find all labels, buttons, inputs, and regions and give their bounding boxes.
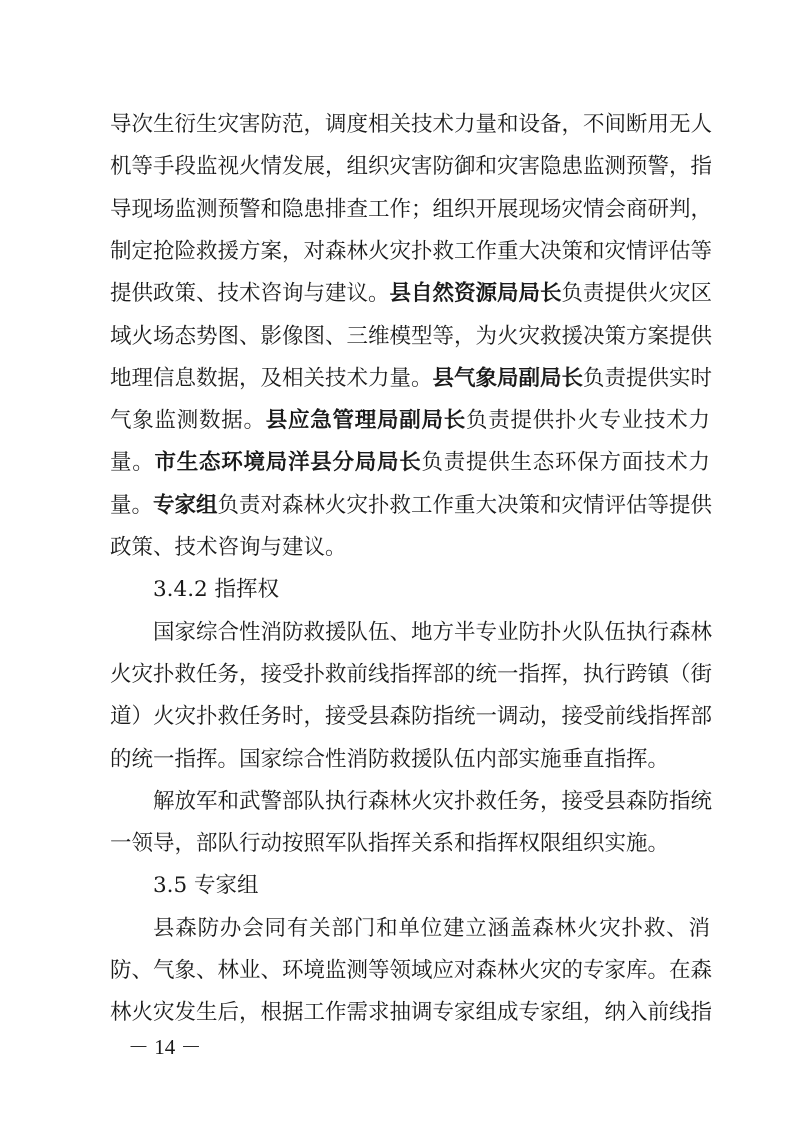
text-segment: 负责提供生态环保方面技术力 [421, 450, 710, 476]
text-segment: 导现场监测预警和隐患排查工作；组织开展现场灾情会商研判， [110, 196, 713, 222]
section-heading [153, 865, 710, 907]
text-line [110, 992, 713, 1034]
text-segment: 的统一指挥。国家综合性消防救援队伍内部实施垂直指挥。 [110, 746, 670, 772]
text-line [110, 442, 710, 484]
text-line [110, 485, 713, 527]
text-line [110, 146, 713, 188]
text-segment: 防、气象、林业、环境监测等领域应对森林火灾的专家库。在森 [110, 958, 713, 983]
text-line [110, 400, 710, 442]
text-segment: 林火灾发生后，根据工作需求抽调专家组成专家组，纳入前线指 [110, 1000, 713, 1026]
bold-role-name: 县应急管理局副局长 [265, 408, 466, 434]
text-segment: 负责提供实时 [583, 365, 713, 391]
text-segment: 负责提供火灾区 [561, 281, 713, 307]
text-segment: 负责提供扑火专业技术力 [466, 408, 710, 434]
text-segment: 机等手段监视火情发展，组织灾害防御和灾害隐患监测预警，指 [110, 154, 713, 180]
page-number: － 14 － [128, 1035, 202, 1059]
bold-role-name: 县气象局副局长 [432, 365, 584, 391]
text-segment: 国家综合性消防救援队伍、地方半专业防扑火队伍执行森林 [153, 619, 713, 645]
text-segment: 导次生衍生灾害防范，调度相关技术力量和设备，不间断用无人 [110, 112, 713, 137]
text-line [110, 273, 713, 315]
bold-role-name: 专家组 [153, 492, 218, 518]
text-line [153, 908, 710, 950]
text-segment: 制定抢险救援方案，对森林火灾扑救工作重大决策和灾情评估等 [110, 238, 713, 264]
text-segment: 火灾扑救任务，接受扑救前线指挥部的统一指挥，执行跨镇（街 [110, 661, 713, 687]
text-line [110, 739, 710, 781]
text-line [110, 950, 713, 992]
text-segment: 3.5 专家组 [153, 873, 259, 899]
section-heading [153, 569, 710, 611]
text-line [110, 527, 710, 569]
text-segment: 解放军和武警部队执行森林火灾扑救任务，接受县森防指统 [153, 788, 713, 814]
text-segment: 地理信息数据，及相关技术力量。 [110, 365, 433, 391]
text-segment: 量。 [110, 492, 154, 518]
bold-role-name: 县自然资源局局长 [389, 281, 562, 307]
text-line [110, 104, 713, 146]
text-segment: 气象监测数据。 [110, 408, 266, 434]
text-line [153, 781, 713, 823]
text-segment: 提供政策、技术咨询与建议。 [110, 281, 390, 307]
text-segment: 3.4.2 指挥权 [153, 577, 280, 603]
text-line [110, 231, 713, 273]
text-segment: 一领导，部队行动按照军队指挥关系和指挥权限组织实施。 [110, 831, 670, 857]
text-line [110, 316, 713, 358]
text-line [110, 654, 713, 696]
text-segment: 负责对森林火灾扑救工作重大决策和灾情评估等提供 [217, 492, 713, 518]
bold-role-name: 市生态环境局洋县分局局长 [154, 450, 422, 476]
text-line [153, 612, 713, 654]
text-segment: 县森防办会同有关部门和单位建立涵盖森林火灾扑救、消 [153, 915, 710, 941]
text-segment: 道）火灾扑救任务时，接受县森防指统一调动，接受前线指挥部 [110, 704, 713, 730]
text-line [110, 358, 713, 400]
text-segment: 域火场态势图、影像图、三维模型等，为火灾救援决策方案提供 [110, 323, 713, 349]
text-line [110, 189, 713, 231]
text-line [110, 823, 710, 865]
text-line [110, 696, 713, 738]
text-segment: 政策、技术咨询与建议。 [110, 535, 347, 560]
text-segment: 量。 [110, 450, 155, 476]
